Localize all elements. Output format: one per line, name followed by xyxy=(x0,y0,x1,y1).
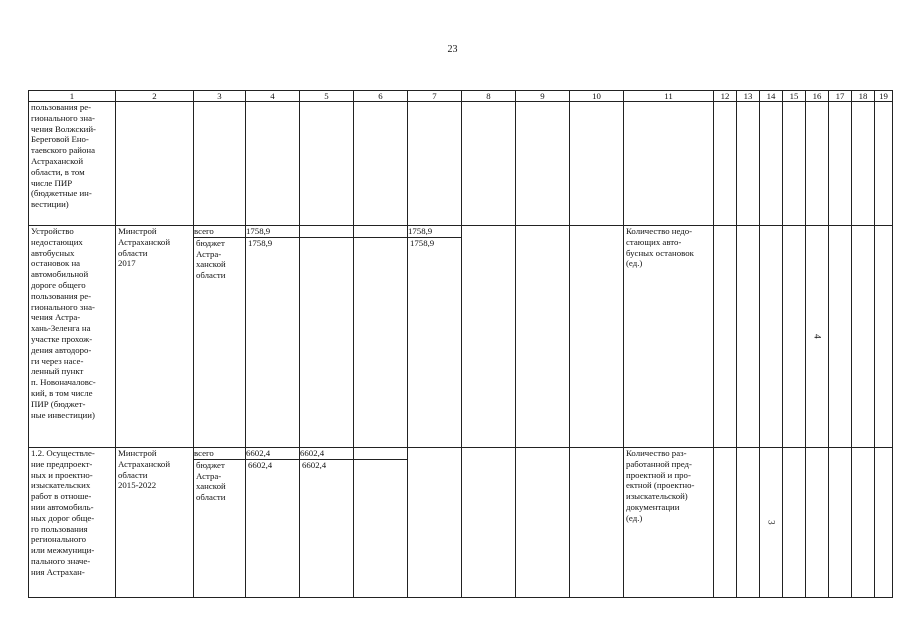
col-header: 17 xyxy=(829,91,852,102)
funding-total-label: всего xyxy=(194,226,245,238)
col-header: 18 xyxy=(852,91,875,102)
col-header: 9 xyxy=(516,91,570,102)
program-table xyxy=(28,90,893,598)
funding-source xyxy=(194,448,246,598)
executor-period: Минстрой Астраханской области 2015-2022 xyxy=(116,448,194,598)
col-header: 4 xyxy=(246,91,300,102)
indicator-name: Количество раз- работанной пред- проектной и про- ектной (проектно- изыскательской) документации (ед.) xyxy=(624,448,714,598)
col-header: 3 xyxy=(194,91,246,102)
amount-all: 6602,4 xyxy=(246,448,299,460)
col-header: 8 xyxy=(462,91,516,102)
col-header: 14 xyxy=(760,91,783,102)
col-header: 16 xyxy=(806,91,829,102)
col-header: 2 xyxy=(116,91,194,102)
funding-budget-label: бюджет Астра- ханской области xyxy=(196,459,226,503)
table-row xyxy=(29,226,893,448)
amount-total xyxy=(246,448,300,598)
page-number: 23 xyxy=(447,44,458,55)
amount-all: 1758,9 xyxy=(408,226,461,238)
amount-budget: 6602,4 xyxy=(302,459,327,470)
amount-all: 6602,4 xyxy=(300,448,353,460)
column-number-row xyxy=(29,91,893,102)
amount-budget: 6602,4 xyxy=(248,459,273,470)
indicator-value: 4 xyxy=(812,334,823,339)
amount-budget: 1758,9 xyxy=(248,237,273,248)
col-header: 11 xyxy=(624,91,714,102)
measure-description: пользования ре- гионального зна- чения Волжский- Береговой Ено- таевского района Астраханской области, в том числе ПИР (бюджетные ин- вестиции) xyxy=(29,102,116,226)
col-header: 6 xyxy=(354,91,408,102)
col-header: 19 xyxy=(875,91,893,102)
measure-description: 1.2. Осуществле- ние предпроект- ных и проектно- изыскательских работ в отноше- нии автомобиль- ных дорог обще- го пользования регионального или межмуници- пального значе- ния Астрахан- xyxy=(29,448,116,598)
amount-all: 1758,9 xyxy=(246,226,299,238)
col-header: 12 xyxy=(714,91,737,102)
col-header: 5 xyxy=(300,91,354,102)
indicator-name: Количество недо- стающих авто- бусных остановок (ед.) xyxy=(624,226,714,448)
table-row xyxy=(29,102,893,226)
amount-year xyxy=(408,226,462,448)
amount-budget: 1758,9 xyxy=(410,237,435,248)
measure-description: Устройство недостающих автобусных остановок на автомобильной дороге общего пользования ре- гионального зна- чения Астра- хань-Зеленга на участке прохож- дения автодоро- ги через насе- ленный пункт п. Новоначаловс- кий, в том числе ПИР (бюджет- ные инвестиции) xyxy=(29,226,116,448)
col-header: 1 xyxy=(29,91,116,102)
col-header: 13 xyxy=(737,91,760,102)
funding-budget-label: бюджет Астра- ханской области xyxy=(196,237,226,281)
funding-total-label: всего xyxy=(194,448,245,460)
col-header: 10 xyxy=(570,91,624,102)
funding-source xyxy=(194,226,246,448)
amount-year xyxy=(300,448,354,598)
table-row xyxy=(29,448,893,598)
indicator-value: 3 xyxy=(766,520,777,525)
executor-period: Минстрой Астраханской области 2017 xyxy=(116,226,194,448)
col-header: 15 xyxy=(783,91,806,102)
amount-total xyxy=(246,226,300,448)
col-header: 7 xyxy=(408,91,462,102)
